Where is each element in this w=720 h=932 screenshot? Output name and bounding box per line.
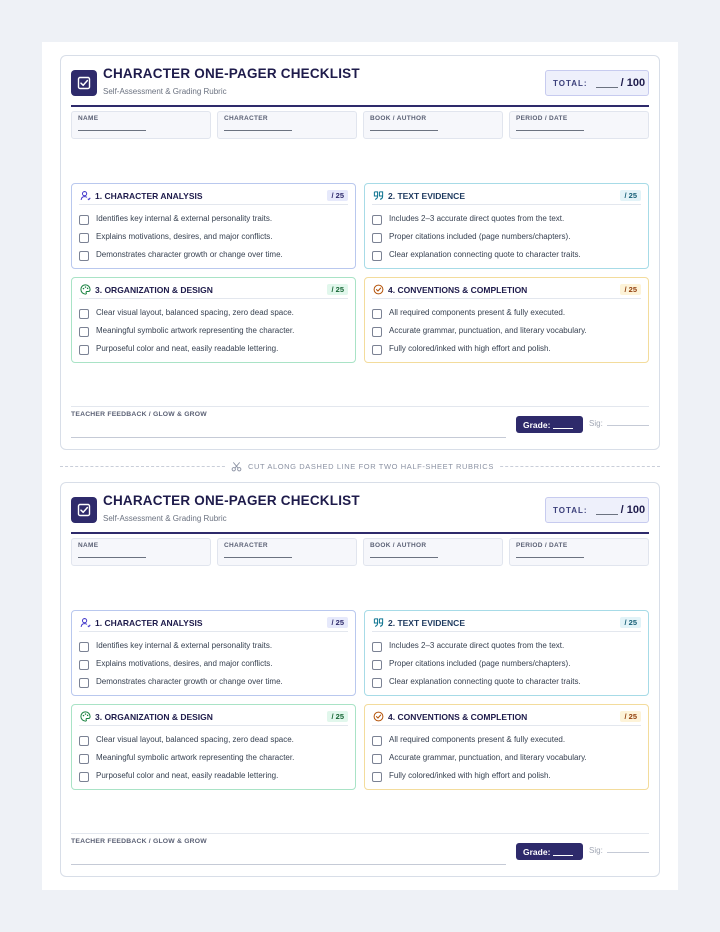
section-points: / 25 [620,711,641,722]
criteria-text: Demonstrates character growth or change over time. [96,676,283,686]
section-points: / 25 [620,190,641,201]
grade-blank [553,421,573,429]
criteria-text: Explains motivations, desires, and major conflicts. [96,231,273,241]
field-line [370,557,438,558]
grade-box[interactable] [516,843,583,860]
user-icon [79,190,91,202]
field-label: NAME [78,115,99,122]
check-circle-icon [372,711,384,723]
section-points: / 25 [327,190,348,201]
section-header [79,617,348,632]
section-header [372,284,641,299]
page-subtitle: Self-Assessment & Grading Rubric [103,87,227,96]
criteria-text: Meaningful symbolic artwork representing the character. [96,752,295,762]
checkbox[interactable] [372,251,382,261]
grade-label: Grade: [523,419,551,430]
checkbox[interactable] [79,327,89,337]
signature-line [607,852,649,853]
total-score-box[interactable] [545,497,649,523]
section-title: 1. CHARACTER ANALYSIS [95,190,203,201]
grade-box[interactable] [516,416,583,433]
checkbox[interactable] [372,736,382,746]
field-label: NAME [78,542,99,549]
total-value: / 100 [620,77,646,89]
book-author-field[interactable] [363,538,503,566]
section-points: / 25 [327,617,348,628]
field-line [516,557,584,558]
criteria-text: Purposeful color and neat, easily readable lettering. [96,770,279,780]
checkbox[interactable] [372,772,382,782]
feedback-label: TEACHER FEEDBACK / GLOW & GROW [71,838,207,845]
section-text-evidence [364,183,649,269]
field-label: BOOK / AUTHOR [370,542,427,549]
section-points: / 25 [327,284,348,295]
criteria-item [79,748,349,766]
criteria-text: Identifies key internal & external personality traits. [96,640,273,650]
checkbox[interactable] [79,251,89,261]
cut-text: CUT ALONG DASHED LINE FOR TWO HALF-SHEET RUBRICS [248,461,494,471]
field-line [78,130,146,131]
criteria-text: Includes 2–3 accurate direct quotes from the text. [389,640,565,650]
section-organization-design [71,277,356,363]
section-title: 1. CHARACTER ANALYSIS [95,617,203,628]
criteria-item [372,245,642,263]
criteria-text: All required components present & fully executed. [389,734,566,744]
worksheet-page [42,42,678,890]
checkbox-logo-icon [71,497,97,523]
criteria-item [79,672,349,690]
criteria-item [79,339,349,357]
section-header [372,711,641,726]
period-date-field[interactable] [509,538,649,566]
checkbox[interactable] [79,772,89,782]
dashed-line-right [490,466,660,467]
grade-blank [553,848,573,856]
total-label: TOTAL: [553,505,588,515]
period-date-field[interactable] [509,111,649,139]
criteria-text: Demonstrates character growth or change over time. [96,249,283,259]
rubric-card-bottom [60,482,660,877]
criteria-text: All required components present & fully executed. [389,307,566,317]
criteria-text: Clear explanation connecting quote to character traits. [389,676,581,686]
criteria-item [372,654,642,672]
field-label: BOOK / AUTHOR [370,115,427,122]
section-header [372,617,641,632]
total-label: TOTAL: [553,78,588,88]
check-circle-icon [372,284,384,296]
criteria-item [79,303,349,321]
criteria-item [79,209,349,227]
rubric-card-top [60,55,660,450]
criteria-item [79,766,349,784]
section-title: 3. ORGANIZATION & DESIGN [95,284,213,295]
criteria-text: Clear visual layout, balanced spacing, zero dead space. [96,734,294,744]
criteria-item [372,766,642,784]
criteria-text: Fully colored/inked with high effort and polish. [389,770,551,780]
criteria-item [372,227,642,245]
checkbox[interactable] [372,327,382,337]
section-character-analysis [71,183,356,269]
criteria-item [79,227,349,245]
signature-field[interactable] [589,419,649,428]
section-points: / 25 [327,711,348,722]
criteria-text: Proper citations included (page numbers/chapters). [389,231,571,241]
checkbox[interactable] [79,233,89,243]
checkbox[interactable] [79,309,89,319]
total-blank [596,79,618,88]
checkbox[interactable] [372,233,382,243]
feedback-divider [71,406,649,407]
feedback-line[interactable] [71,864,506,865]
checkbox[interactable] [79,660,89,670]
page-subtitle: Self-Assessment & Grading Rubric [103,514,227,523]
criteria-item [372,672,642,690]
criteria-item [79,730,349,748]
palette-icon [79,284,91,296]
checkbox[interactable] [79,345,89,355]
section-organization-design [71,704,356,790]
feedback-divider [71,833,649,834]
header-divider [71,532,649,534]
checkbox[interactable] [372,678,382,688]
criteria-text: Fully colored/inked with high effort and polish. [389,343,551,353]
section-title: 2. TEXT EVIDENCE [388,617,465,628]
field-line [224,130,292,131]
checkbox[interactable] [372,642,382,652]
section-points: / 25 [620,617,641,628]
signature-line [607,425,649,426]
palette-icon [79,711,91,723]
checkbox[interactable] [372,660,382,670]
criteria-text: Accurate grammar, punctuation, and literary vocabulary. [389,752,587,762]
field-line [224,557,292,558]
page-title: CHARACTER ONE-PAGER CHECKLIST [103,493,360,508]
total-blank [596,506,618,515]
signature-field[interactable] [589,846,649,855]
checkbox[interactable] [372,215,382,225]
name-field[interactable] [71,538,211,566]
section-header [79,190,348,205]
criteria-item [79,636,349,654]
total-score-box[interactable] [545,70,649,96]
criteria-text: Identifies key internal & external personality traits. [96,213,273,223]
checkbox[interactable] [79,754,89,764]
checkbox-logo-icon [71,70,97,96]
section-conventions-completion [364,704,649,790]
criteria-item [372,636,642,654]
character-field[interactable] [217,538,357,566]
criteria-text: Clear visual layout, balanced spacing, zero dead space. [96,307,294,317]
criteria-item [372,303,642,321]
feedback-line[interactable] [71,437,506,438]
section-character-analysis [71,610,356,696]
criteria-item [372,748,642,766]
book-author-field[interactable] [363,111,503,139]
total-value: / 100 [620,504,646,516]
quote-icon [372,617,384,629]
field-line [516,130,584,131]
field-line [370,130,438,131]
field-line [78,557,146,558]
signature-label: Sig: [589,419,603,428]
criteria-item [372,339,642,357]
name-field[interactable] [71,111,211,139]
criteria-text: Explains motivations, desires, and major conflicts. [96,658,273,668]
criteria-text: Includes 2–3 accurate direct quotes from the text. [389,213,565,223]
cut-line [60,460,660,472]
criteria-text: Clear explanation connecting quote to character traits. [389,249,581,259]
checkbox[interactable] [79,215,89,225]
signature-label: Sig: [589,846,603,855]
checkbox[interactable] [79,678,89,688]
grade-label: Grade: [523,846,551,857]
field-label: PERIOD / DATE [516,115,568,122]
feedback-label: TEACHER FEEDBACK / GLOW & GROW [71,411,207,418]
dashed-line-left [60,466,230,467]
criteria-item [372,321,642,339]
criteria-text: Proper citations included (page numbers/chapters). [389,658,571,668]
checkbox[interactable] [372,754,382,764]
section-conventions-completion [364,277,649,363]
field-label: CHARACTER [224,542,268,549]
criteria-item [79,245,349,263]
criteria-item [79,654,349,672]
section-header [79,284,348,299]
checkbox[interactable] [79,642,89,652]
cut-instruction [226,460,499,472]
page-title: CHARACTER ONE-PAGER CHECKLIST [103,66,360,81]
checkbox[interactable] [372,345,382,355]
quote-icon [372,190,384,202]
criteria-text: Meaningful symbolic artwork representing the character. [96,325,295,335]
section-title: 2. TEXT EVIDENCE [388,190,465,201]
section-points: / 25 [620,284,641,295]
character-field[interactable] [217,111,357,139]
section-header [79,711,348,726]
section-text-evidence [364,610,649,696]
criteria-text: Purposeful color and neat, easily readable lettering. [96,343,279,353]
scissors-icon [231,461,242,472]
section-title: 4. CONVENTIONS & COMPLETION [388,284,528,295]
criteria-item [79,321,349,339]
section-title: 3. ORGANIZATION & DESIGN [95,711,213,722]
field-label: PERIOD / DATE [516,542,568,549]
user-icon [79,617,91,629]
section-header [372,190,641,205]
criteria-text: Accurate grammar, punctuation, and literary vocabulary. [389,325,587,335]
criteria-item [372,730,642,748]
header-divider [71,105,649,107]
section-title: 4. CONVENTIONS & COMPLETION [388,711,528,722]
criteria-item [372,209,642,227]
checkbox[interactable] [372,309,382,319]
field-label: CHARACTER [224,115,268,122]
checkbox[interactable] [79,736,89,746]
